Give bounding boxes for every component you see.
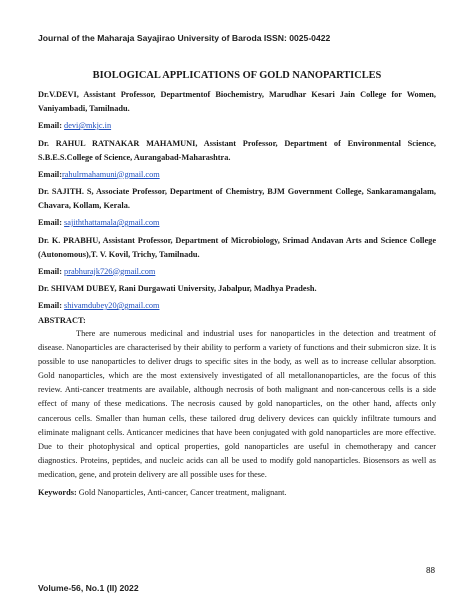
volume-footer: Volume-56, No.1 (II) 2022 [38, 583, 139, 593]
author-email-row-4 [38, 265, 436, 279]
author-email-row-2 [38, 168, 436, 182]
author-affiliation-1: Dr.V.DEVI, Assistant Professor, Departmentof Biochemistry, Marudhar Kesari Jain College for Women, Vaniyambadi, Tamilnadu. [38, 90, 436, 113]
author-affiliation-5: Dr. SHIVAM DUBEY, Rani Durgawati University, Jabalpur, Madhya Pradesh. [38, 284, 317, 293]
keywords-label: Keywords: [38, 488, 77, 498]
email-label: Email: [38, 169, 62, 179]
email-label: Email: [38, 121, 65, 130]
article-body [38, 70, 436, 500]
keywords-row [38, 486, 436, 500]
author-email-row-3 [38, 216, 436, 230]
email-label: Email: [38, 266, 65, 276]
email-label: Email: [38, 301, 65, 310]
journal-header: Journal of the Maharaja Sayajirao University of Baroda ISSN: 0025-0422 [38, 33, 331, 43]
author-email-link-1[interactable]: devi@mkjc.in [64, 121, 112, 130]
author-affiliation-2: Dr. RAHUL RATNAKAR MAHAMUNI, Assistant Professor, Department of Environmental Science, S.B.E.S.College of Science, Aurangabad-Maharashtra. [38, 138, 436, 162]
author-email-link-5[interactable]: shivamdubey20@gmail.com [64, 301, 160, 310]
author-email-link-4[interactable]: prabhurajk726@gmail.com [64, 266, 156, 276]
author-email-row-5 [38, 299, 436, 313]
abstract-text: There are numerous medicinal and industrial uses for nanoparticles in the detection and treatment of disease. Nanoparticles are characterised by their ability to perform a variety of functions and their submicron size. It is possible to use nanoparticles to deliver drugs to specific sites in the body, as well as to increase cellular absorption. Gold nanoparticles, which are the most extensively investigated of all metallonanoparticles, are the focus of this review. Anti-cancer treatments are available, although necrosis of both malignant and non-cancerous cells is a side effect of many of these medications. The necrosis caused by gold nanoparticles, on the other hand, affects only cancerous cells. Smaller than human cells, these tailored drug delivery devices can quickly infiltrate tumours and eliminate malignant cells. Anticancer medicines that have been conjugated with gold nanoparticles are more effective. Due to their photophysical and optical properties, gold nanoparticles are useful in chemotherapy and cancer diagnostics. Proteins, peptides, and nucleic acids can all be used to modify gold nanoparticles. Biosensors as well as medication, gene, and protein delivery are all possible uses for these. [38, 329, 436, 479]
author-email-row-1 [38, 119, 436, 133]
article-title: BIOLOGICAL APPLICATIONS OF GOLD NANOPARTICLES [92, 70, 382, 81]
keywords-text: Gold Nanoparticles, Anti-cancer, Cancer treatment, malignant. [76, 488, 287, 498]
author-affiliation-3: Dr. SAJITH. S, Associate Professor, Department of Chemistry, BJM Government College, Sankaramangalam, Chavara, Kollam, Kerala. [38, 187, 436, 210]
abstract-heading: ABSTRACT: [38, 316, 86, 325]
author-email-link-3[interactable]: sajiththattamala@gmail.com [64, 218, 160, 227]
page-number: 88 [426, 566, 436, 575]
email-label: Email: [38, 218, 65, 227]
author-email-link-2[interactable]: rahulrmahamuni@gmail.com [61, 169, 160, 179]
author-affiliation-4: Dr. K. PRABHU, Assistant Professor, Department of Microbiology, Srimad Andavan Arts and Science College (Autonomous),T. V. Kovil, Trichy, Tamilnadu. [38, 235, 436, 259]
